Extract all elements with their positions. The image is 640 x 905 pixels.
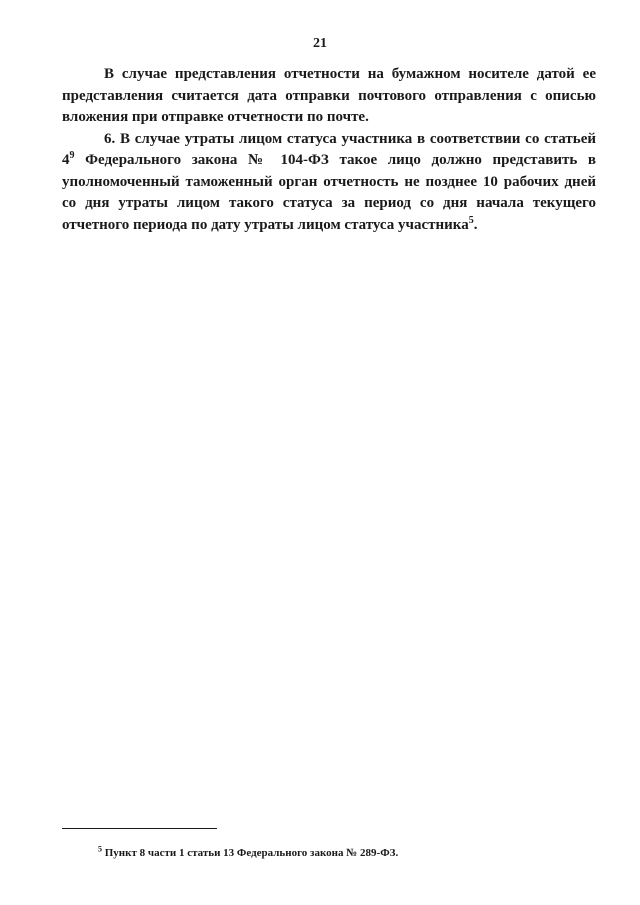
footnote-separator <box>62 828 217 829</box>
footnote-marker: 5 <box>98 844 102 854</box>
body-text <box>62 64 596 236</box>
paragraph-text: Федерального закона № 104-ФЗ такое лицо должно представить в уполномоченный таможенный орган отчетность не позднее 10 рабочих дней со дня утраты лицом такого статуса за период со дня начала текущего отчетного периода по дату утраты лицом статуса участника <box>62 152 596 233</box>
page-number: 21 <box>313 36 327 51</box>
paragraph-status-loss <box>62 129 596 237</box>
paragraph-text: . <box>473 216 478 233</box>
footnote-text: Пункт 8 части 1 статьи 13 Федерального закона № 289-ФЗ. <box>102 847 399 859</box>
footnote-reference: 5 <box>468 214 474 226</box>
paragraph-paper-submission: В случае представления отчетности на бумажном носителе датой ее представления считается дата отправки почтового отправления с описью вложения при отправке отчетности по почте. <box>62 66 596 125</box>
footnote <box>98 844 399 859</box>
article-superscript: 9 <box>69 150 75 161</box>
paragraph-text: 6. В случае утраты лицом статуса участника в соответствии со статьей 4 <box>62 130 596 168</box>
